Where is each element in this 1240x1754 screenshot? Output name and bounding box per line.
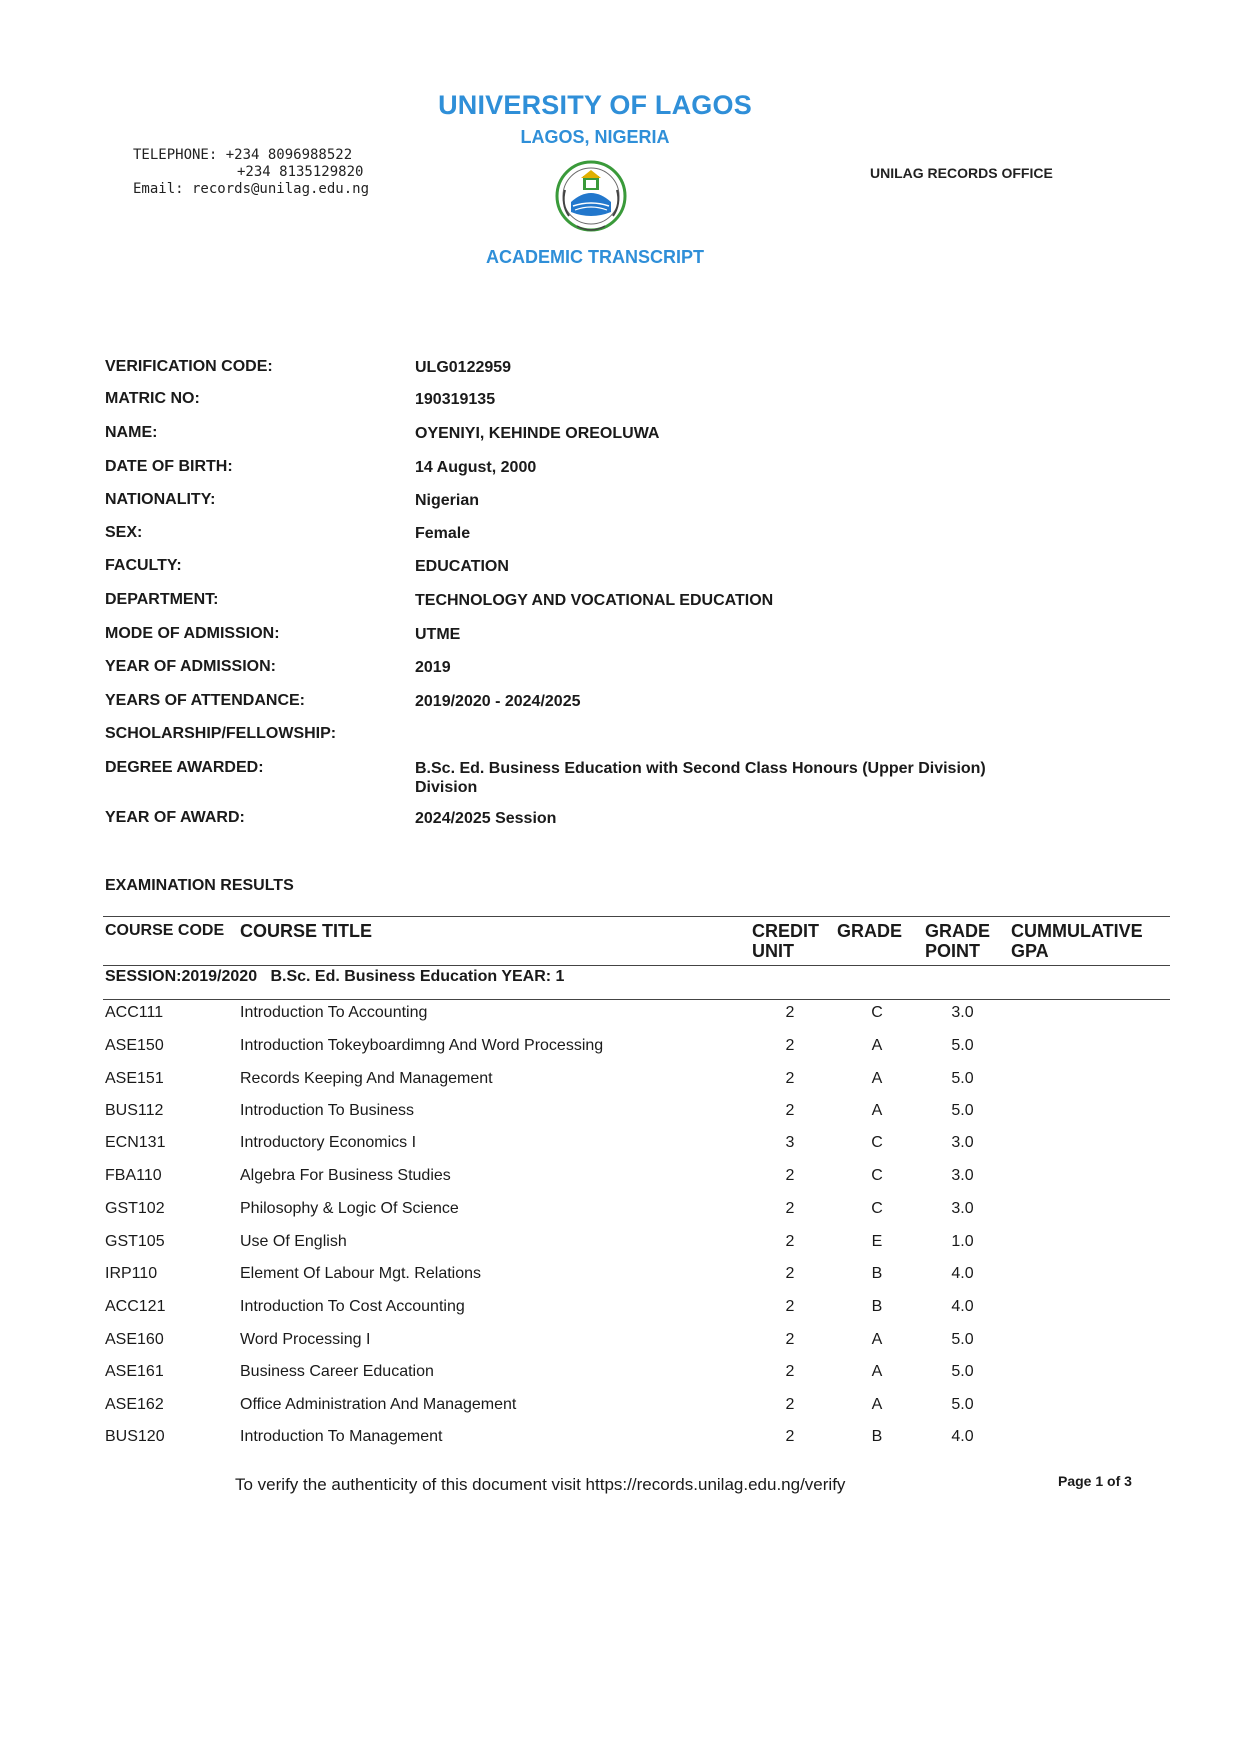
bio-value: Nigerian bbox=[415, 492, 480, 509]
table-row bbox=[0, 1298, 1240, 1324]
grade: A bbox=[871, 1396, 883, 1413]
grade-point: 3.0 bbox=[951, 1167, 974, 1184]
grade: C bbox=[871, 1134, 883, 1151]
credit-unit: 2 bbox=[785, 1200, 795, 1217]
table-row bbox=[0, 1428, 1240, 1454]
course-title: Introduction To Accounting bbox=[240, 1004, 428, 1021]
credit-unit: 2 bbox=[785, 1037, 795, 1054]
column-header-cumulative-gpa bbox=[1011, 921, 1143, 961]
bio-label: FACULTY: bbox=[105, 557, 182, 574]
grade: C bbox=[871, 1200, 883, 1217]
column-header-line: GRADE bbox=[925, 921, 991, 941]
telephone-line-2: +234 8135129820 bbox=[237, 164, 364, 180]
table-row bbox=[0, 1037, 1240, 1063]
course-code: GST105 bbox=[105, 1233, 165, 1250]
bio-label: DATE OF BIRTH: bbox=[105, 458, 233, 475]
column-header-course-title: COURSE TITLE bbox=[240, 921, 373, 941]
column-header-course-code: COURSE CODE bbox=[105, 922, 225, 939]
course-title: Algebra For Business Studies bbox=[240, 1167, 451, 1184]
table-row bbox=[0, 1363, 1240, 1389]
grade-point: 5.0 bbox=[951, 1363, 974, 1380]
bio-label: SEX: bbox=[105, 524, 143, 541]
table-top-rule bbox=[103, 916, 1170, 917]
grade: A bbox=[871, 1363, 883, 1380]
course-code: ACC121 bbox=[105, 1298, 166, 1315]
grade-point: 5.0 bbox=[951, 1396, 974, 1413]
table-row bbox=[0, 1331, 1240, 1357]
course-title: Word Processing I bbox=[240, 1331, 371, 1348]
grade-point: 3.0 bbox=[951, 1134, 974, 1151]
course-code: GST102 bbox=[105, 1200, 165, 1217]
telephone-line-1: TELEPHONE: +234 8096988522 bbox=[133, 147, 353, 163]
credit-unit: 2 bbox=[785, 1167, 795, 1184]
grade: C bbox=[871, 1167, 883, 1184]
bio-label: MATRIC NO: bbox=[105, 390, 200, 407]
grade: B bbox=[871, 1298, 883, 1315]
grade-point: 5.0 bbox=[951, 1070, 974, 1087]
course-code: ACC111 bbox=[105, 1004, 164, 1021]
course-title: Use Of English bbox=[240, 1233, 347, 1250]
bio-label: DEPARTMENT: bbox=[105, 591, 219, 608]
credit-unit: 2 bbox=[785, 1396, 795, 1413]
bio-value: EDUCATION bbox=[415, 558, 509, 575]
course-code: ASE150 bbox=[105, 1037, 164, 1054]
grade-point: 5.0 bbox=[951, 1102, 974, 1119]
bio-value: 14 August, 2000 bbox=[415, 459, 537, 476]
bio-label: MODE OF ADMISSION: bbox=[105, 625, 280, 642]
course-code: ECN131 bbox=[105, 1134, 166, 1151]
course-title: Introduction Tokeyboardimng And Word Processing bbox=[240, 1037, 604, 1054]
column-header-grade-point bbox=[925, 921, 990, 961]
grade: E bbox=[871, 1233, 883, 1250]
credit-unit: 2 bbox=[785, 1102, 795, 1119]
course-title: Introductory Economics I bbox=[240, 1134, 417, 1151]
grade: C bbox=[871, 1004, 883, 1021]
session-programme: B.Sc. Ed. Business Education YEAR: 1 bbox=[270, 968, 565, 985]
table-row bbox=[0, 1167, 1240, 1193]
credit-unit: 2 bbox=[785, 1265, 795, 1282]
course-title: Records Keeping And Management bbox=[240, 1070, 493, 1087]
course-code: ASE162 bbox=[105, 1396, 164, 1413]
credit-unit: 2 bbox=[785, 1298, 795, 1315]
table-row bbox=[0, 1265, 1240, 1291]
grade-point: 5.0 bbox=[951, 1331, 974, 1348]
grade-point: 1.0 bbox=[951, 1233, 974, 1250]
table-row bbox=[0, 1396, 1240, 1422]
bio-value: 2019 bbox=[415, 659, 451, 676]
bio-label: YEARS OF ATTENDANCE: bbox=[105, 692, 305, 709]
bio-value: 2024/2025 Session bbox=[415, 810, 557, 827]
university-location: LAGOS, NIGERIA bbox=[520, 127, 670, 147]
bio-value: 2019/2020 - 2024/2025 bbox=[415, 693, 581, 710]
bio-value: 190319135 bbox=[415, 391, 496, 408]
course-code: IRP110 bbox=[105, 1265, 158, 1282]
page-number: Page 1 of 3 bbox=[1058, 1473, 1132, 1489]
table-row bbox=[0, 1200, 1240, 1226]
course-code: ASE151 bbox=[105, 1070, 164, 1087]
bio-value: UTME bbox=[415, 626, 461, 643]
credit-unit: 2 bbox=[785, 1233, 795, 1250]
table-row bbox=[0, 1134, 1240, 1160]
table-row bbox=[0, 1070, 1240, 1096]
verification-notice: To verify the authenticity of this document visit https://records.unilag.edu.ng/verify bbox=[235, 1475, 846, 1494]
course-title: Business Career Education bbox=[240, 1363, 434, 1380]
course-title: Element Of Labour Mgt. Relations bbox=[240, 1265, 482, 1282]
university-name: UNIVERSITY OF LAGOS bbox=[438, 90, 752, 120]
bio-label: NATIONALITY: bbox=[105, 491, 216, 508]
credit-unit: 2 bbox=[785, 1070, 795, 1087]
table-row bbox=[0, 1102, 1240, 1128]
bio-label: VERIFICATION CODE: bbox=[105, 358, 273, 375]
bio-value: ULG0122959 bbox=[415, 359, 512, 376]
credit-unit: 2 bbox=[785, 1363, 795, 1380]
grade: A bbox=[871, 1037, 883, 1054]
grade: B bbox=[871, 1428, 883, 1445]
course-code: BUS112 bbox=[105, 1102, 164, 1119]
grade-point: 5.0 bbox=[951, 1037, 974, 1054]
column-header-line: UNIT bbox=[752, 941, 794, 961]
session-label: SESSION:2019/2020 bbox=[105, 968, 258, 985]
grade-point: 4.0 bbox=[951, 1298, 974, 1315]
credit-unit: 2 bbox=[785, 1428, 795, 1445]
bio-label: SCHOLARSHIP/FELLOWSHIP: bbox=[105, 725, 337, 742]
contact-block bbox=[133, 147, 369, 198]
grade-point: 4.0 bbox=[951, 1428, 974, 1445]
credit-unit: 2 bbox=[785, 1004, 795, 1021]
grade-point: 3.0 bbox=[951, 1200, 974, 1217]
bio-value: B.Sc. Ed. Business Education with Second Class Honours (Upper Division) Division bbox=[415, 760, 986, 796]
grade-point: 4.0 bbox=[951, 1265, 974, 1282]
course-code: BUS120 bbox=[105, 1428, 165, 1445]
column-header-line: CREDIT bbox=[752, 921, 819, 941]
bio-label: YEAR OF AWARD: bbox=[105, 809, 245, 826]
grade: A bbox=[871, 1331, 883, 1348]
header-bottom-rule bbox=[103, 965, 1170, 966]
document-title: ACADEMIC TRANSCRIPT bbox=[486, 247, 704, 267]
column-header-grade: GRADE bbox=[837, 921, 903, 941]
column-header-line: CUMMULATIVE bbox=[1011, 921, 1143, 941]
course-title: Introduction To Management bbox=[240, 1428, 443, 1445]
credit-unit: 2 bbox=[785, 1331, 795, 1348]
table-row bbox=[0, 1004, 1240, 1030]
grade: B bbox=[871, 1265, 883, 1282]
examination-results-heading: EXAMINATION RESULTS bbox=[105, 877, 294, 894]
column-header-line: GPA bbox=[1011, 941, 1049, 961]
column-header-line: POINT bbox=[925, 941, 981, 961]
grade: A bbox=[871, 1102, 883, 1119]
course-code: FBA110 bbox=[105, 1167, 162, 1184]
bio-label: NAME: bbox=[105, 424, 158, 441]
grade-point: 3.0 bbox=[951, 1004, 974, 1021]
course-code: ASE161 bbox=[105, 1363, 164, 1380]
course-title: Office Administration And Management bbox=[240, 1396, 517, 1413]
bio-value: TECHNOLOGY AND VOCATIONAL EDUCATION bbox=[415, 592, 774, 609]
session-row bbox=[105, 968, 564, 986]
credit-unit: 3 bbox=[785, 1134, 795, 1151]
records-office-label: UNILAG RECORDS OFFICE bbox=[870, 165, 1053, 181]
course-code: ASE160 bbox=[105, 1331, 164, 1348]
bio-label: YEAR OF ADMISSION: bbox=[105, 658, 276, 675]
bio-value: Female bbox=[415, 525, 471, 542]
column-header-credit-unit bbox=[752, 921, 819, 961]
bio-label: DEGREE AWARDED: bbox=[105, 759, 264, 776]
course-title: Introduction To Cost Accounting bbox=[240, 1298, 465, 1315]
session-bottom-rule bbox=[103, 999, 1170, 1000]
email-line: Email: records@unilag.edu.ng bbox=[133, 181, 370, 197]
university-seal-icon bbox=[553, 156, 629, 238]
course-title: Philosophy & Logic Of Science bbox=[240, 1200, 459, 1217]
bio-value: OYENIYI, KEHINDE OREOLUWA bbox=[415, 425, 660, 442]
table-row bbox=[0, 1233, 1240, 1259]
course-title: Introduction To Business bbox=[240, 1102, 415, 1119]
grade: A bbox=[871, 1070, 883, 1087]
